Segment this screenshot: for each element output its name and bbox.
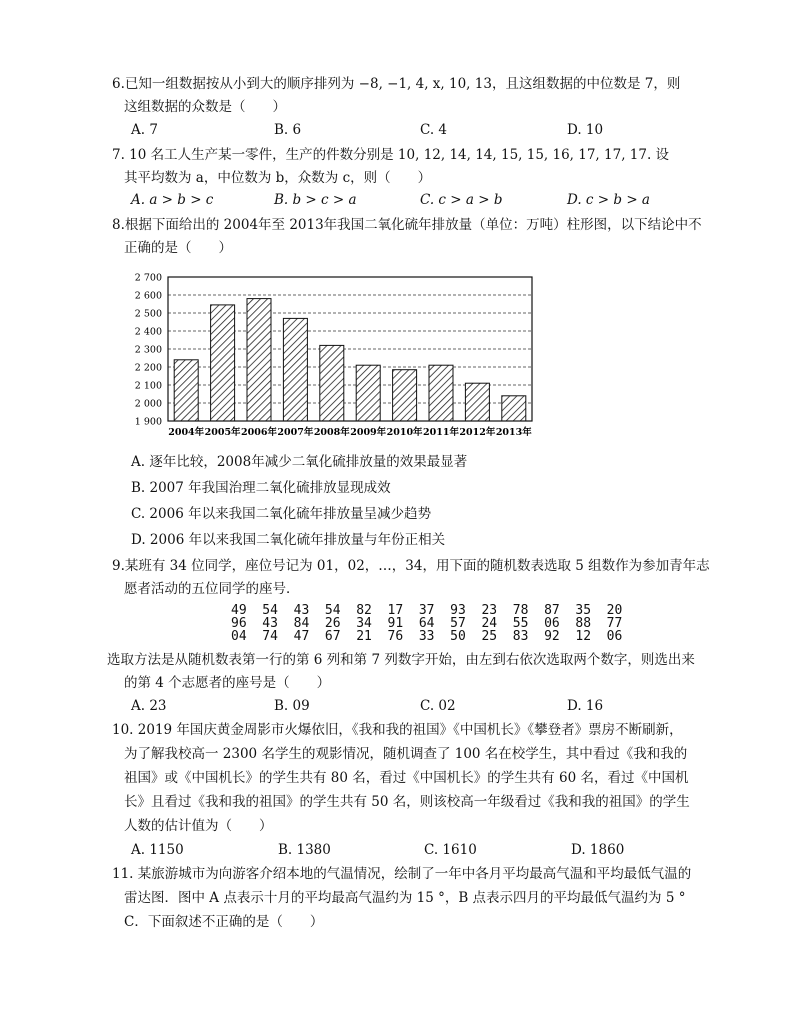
q6-option-c: C. 4 [420,122,448,138]
q7-stem-line2: 其平均数为 a，中位数为 b，众数为 c，则（ ） [124,170,432,186]
bar-2012年 [465,383,489,421]
q8-option-c: C. 2006 年以来我国二氧化硫年排放量呈减少趋势 [131,506,432,522]
q8-stem-line1: 8.根据下面给出的 2004年至 2013年我国二氧化硫年排放量（单位：万吨）柱形图，以下结论中不 [112,217,702,233]
bar-2004年 [174,360,198,421]
q7-option-c: C. c > a > b [420,192,503,208]
y-tick-label: 2 700 [134,272,162,284]
bar-2009年 [356,365,380,421]
random-table-row-3: 04 74 47 67 21 76 33 50 25 83 92 12 06 [231,629,623,644]
q8-stem-line2: 正确的是（ ） [124,240,232,256]
q10-option-a: A. 1150 [131,842,184,858]
q8-option-d: D. 2006 年以来我国二氧化硫年排放量与年份正相关 [131,532,446,548]
bar-2005年 [211,305,235,421]
q9-option-b: B. 09 [274,698,310,714]
q6-option-d: D. 10 [567,122,604,138]
q8-option-a: A. 逐年比较，2008年减少二氧化硫排放量的效果最显著 [131,454,468,470]
bar-2011年 [429,365,453,421]
q7-stem-line1: 7. 10 名工人生产某一零件，生产的件数分别是 10, 12, 14, 14, 15, 15, 16, 17, 17, 17. 设 [112,147,670,163]
bar-2010年 [393,370,417,421]
q6-option-b: B. 6 [274,122,302,138]
q9-option-c: C. 02 [420,698,456,714]
random-table-row-1: 49 54 43 54 82 17 37 93 23 78 87 35 20 [231,603,623,618]
x-tick-label: 2013年 [495,427,532,438]
x-tick-label: 2007年 [277,427,314,438]
q10-stem-line4: 长》且看过《我和我的祖国》的学生共有 50 名，则该校高一年级看过《我和我的祖国》的学生 [124,794,690,810]
q11-stem-line2: 雷达图．图中 A 点表示十月的平均最高气温约为 15 °，B 点表示四月的平均最低气温约为 5 ° [124,890,686,906]
q10-stem-line5: 人数的估计值为（ ） [124,818,273,834]
bar-2007年 [283,318,307,421]
x-tick-label: 2004年 [168,427,205,438]
x-tick-label: 2012年 [459,427,496,438]
bar-2013年 [502,396,526,421]
q10-stem-line3: 祖国》或《中国机长》的学生共有 80 名，看过《中国机长》的学生共有 60 名，看过《中国机 [124,770,689,786]
so2-bar-chart [124,265,544,445]
q6-option-a: A. 7 [131,122,158,138]
y-tick-label: 2 500 [134,308,162,320]
q9-stem-line1: 9.某班有 34 位同学，座位号记为 01，02，…，34，用下面的随机数表选取 5 组数作为参加青年志 [112,558,710,574]
q7-option-d: D. c > b > a [567,192,650,208]
x-tick-label: 2008年 [313,427,350,438]
y-tick-label: 2 000 [134,398,162,410]
y-tick-label: 2 600 [134,290,162,302]
q11-stem-line3: C．下面叙述不正确的是（ ） [124,914,324,930]
random-table-row-2: 96 43 84 26 34 91 64 57 24 55 06 88 77 [231,616,623,631]
q9-stem-line3: 选取方法是从随机数表第一行的第 6 列和第 7 列数字开始，由左到右依次选取两个数字，则选出来 [107,652,695,668]
x-tick-label: 2010年 [386,427,423,438]
y-tick-label: 1 900 [134,416,162,428]
y-tick-label: 2 100 [134,380,162,392]
q7-option-b: B. b > c > a [274,192,357,208]
x-tick-label: 2009年 [350,427,387,438]
q10-stem-line1: 10. 2019 年国庆黄金周影市火爆依旧，《我和我的祖国》《中国机长》《攀登者》票房不断刷新， [112,722,683,738]
q9-stem-line4: 的第 4 个志愿者的座号是（ ） [124,675,331,691]
q10-option-b: B. 1380 [278,842,331,858]
q9-stem-line2: 愿者活动的五位同学的座号． [124,581,300,597]
y-tick-label: 2 400 [134,326,162,338]
q8-option-b: B. 2007 年我国治理二氧化硫排放显现成效 [131,480,391,496]
q6-stem-line1: 6.已知一组数据按从小到大的顺序排列为 −8, −1, 4, x, 10, 13，且这组数据的中位数是 7，则 [112,76,681,92]
q9-option-a: A. 23 [131,698,167,714]
q10-option-d: D. 1860 [571,842,625,858]
q7-option-a: A. a > b > c [131,192,214,208]
bar-2008年 [320,345,344,421]
q6-stem-line2: 这组数据的众数是（ ） [124,99,286,115]
x-tick-label: 2005年 [204,427,241,438]
q9-option-d: D. 16 [567,698,604,714]
bar-2006年 [247,299,271,421]
q11-stem-line1: 11. 某旅游城市为向游客介绍本地的气温情况，绘制了一年中各月平均最高气温和平均最低气温的 [112,866,692,882]
x-tick-label: 2006年 [241,427,277,438]
q10-stem-line2: 为了解我校高一 2300 名学生的观影情况，随机调查了 100 名在校学生，其中看过《我和我的 [124,746,688,762]
q10-option-c: C. 1610 [424,842,477,858]
y-tick-label: 2 200 [134,362,162,374]
y-tick-label: 2 300 [134,344,162,356]
x-tick-label: 2011年 [423,427,459,438]
